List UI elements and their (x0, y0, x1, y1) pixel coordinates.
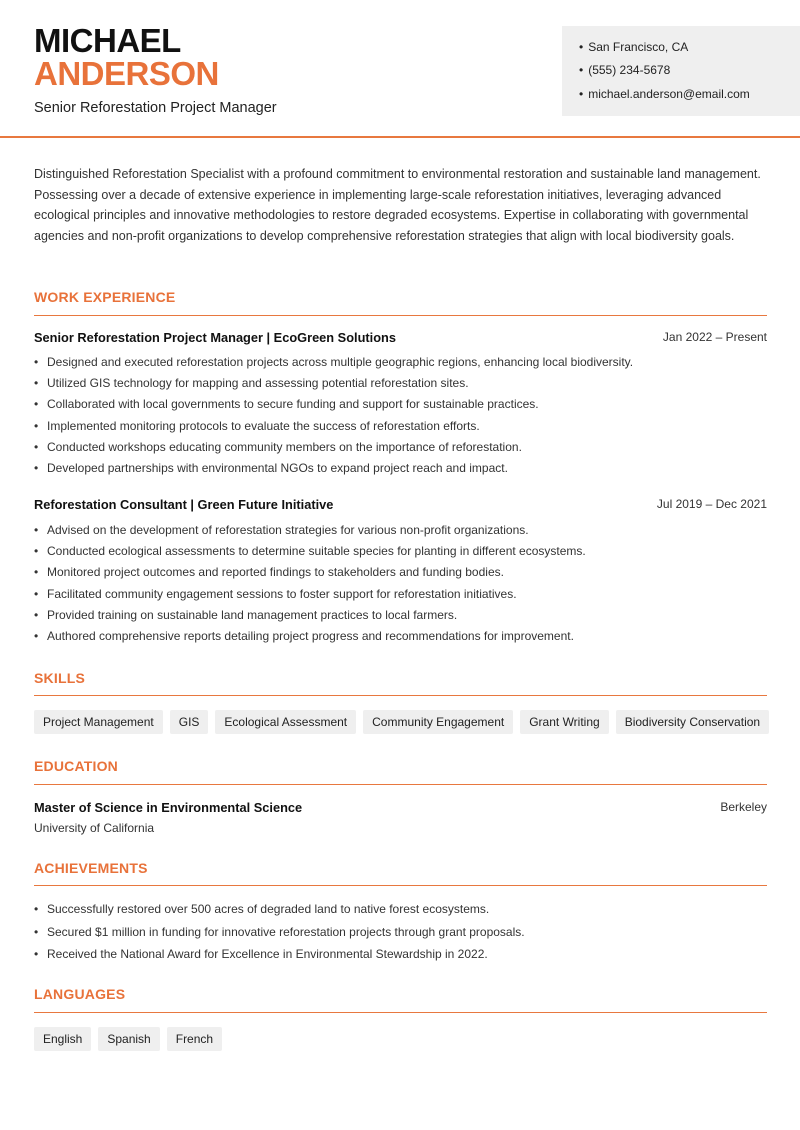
list-item: • Collaborated with local governments to secure funding and support for sustainable practices. (34, 394, 769, 415)
language-tag: Spanish (98, 1027, 159, 1051)
list-item: • Facilitated community engagement sessions to foster support for reforestation initiatives. (34, 584, 769, 605)
skill-tag: Grant Writing (520, 710, 608, 734)
list-item: • Developed partnerships with environmental NGOs to expand project reach and impact. (34, 458, 769, 479)
section-divider (34, 1012, 767, 1013)
education-location: Berkeley (720, 800, 767, 814)
job-dates: Jul 2019 – Dec 2021 (656, 497, 767, 511)
education-school: University of California (34, 821, 155, 835)
list-item: • Conducted ecological assessments to determine suitable species for planting in different ecosystems. (34, 541, 769, 562)
job-role: Senior Reforestation Project Manager | EcoGreen Solutions (34, 330, 396, 345)
list-item: • Conducted workshops educating community members on the importance of reforestation. (34, 437, 769, 458)
list-item: • Provided training on sustainable land management practices to local farmers. (34, 605, 769, 626)
languages-tags (34, 1027, 222, 1051)
job-header (34, 330, 767, 345)
achievements-list (34, 898, 769, 966)
list-item: • Utilized GIS technology for mapping and assessing potential reforestation sites. (34, 373, 769, 394)
section-divider (34, 784, 767, 785)
contact-email: • michael.anderson@email.com (579, 87, 750, 101)
job-dates: Jan 2022 – Present (662, 330, 767, 344)
list-item: • Successfully restored over 500 acres of degraded land to native forest ecosystems. (34, 898, 769, 921)
job-title: Senior Reforestation Project Manager (34, 100, 277, 116)
section-divider (34, 695, 767, 696)
job-bullets (34, 520, 769, 647)
job-header (34, 497, 767, 512)
job-role: Reforestation Consultant | Green Future Initiative (34, 497, 334, 512)
contact-phone: • (555) 234-5678 (579, 63, 670, 77)
language-tag: French (167, 1027, 222, 1051)
list-item: • Monitored project outcomes and reported findings to stakeholders and funding bodies. (34, 562, 769, 583)
list-item: • Designed and executed reforestation projects across multiple geographic regions, enhancing local biodiversity. (34, 352, 769, 373)
list-item: • Received the National Award for Excellence in Environmental Stewardship in 2022. (34, 943, 769, 966)
section-divider (34, 315, 767, 316)
contact-location: • San Francisco, CA (579, 40, 688, 54)
section-divider (34, 885, 767, 886)
list-item: • Authored comprehensive reports detailing project progress and recommendations for improvement. (34, 626, 769, 647)
list-item: • Secured $1 million in funding for innovative reforestation projects through grant proposals. (34, 921, 769, 944)
language-tag: English (34, 1027, 91, 1051)
skill-tag: Community Engagement (363, 710, 513, 734)
skill-tag: GIS (170, 710, 209, 734)
contact-box (562, 26, 800, 116)
section-title-languages: LANGUAGES (34, 986, 126, 1002)
summary: Distinguished Reforestation Specialist with a profound commitment to environmental restoration and sustainable land management. Possessing over a decade of extensive experience in implementing large-scale reforestation initiatives, leveraging advanced ecological principles and innovative methodologies to restore degraded ecosystems. Expertise in collaborating with governmental agencies and non-profit organizations to develop comprehensive reforestation strategies that align with local biodiversity goals. (34, 167, 761, 243)
education-degree: Master of Science in Environmental Science (34, 800, 303, 815)
resume-header (0, 0, 800, 138)
skill-tag: Ecological Assessment (215, 710, 356, 734)
skills-tags (34, 710, 769, 734)
section-title-education: EDUCATION (34, 758, 118, 774)
last-name: ANDERSON (34, 55, 219, 92)
section-title-skills: SKILLS (34, 670, 85, 686)
section-title-work: WORK EXPERIENCE (34, 289, 176, 305)
list-item: • Advised on the development of reforestation strategies for various non-profit organizations. (34, 520, 769, 541)
skill-tag: Biodiversity Conservation (616, 710, 769, 734)
first-name: MICHAEL (34, 22, 181, 59)
section-title-achievements: ACHIEVEMENTS (34, 860, 148, 876)
job-bullets (34, 352, 769, 479)
skill-tag: Project Management (34, 710, 163, 734)
list-item: • Implemented monitoring protocols to evaluate the success of reforestation efforts. (34, 416, 769, 437)
